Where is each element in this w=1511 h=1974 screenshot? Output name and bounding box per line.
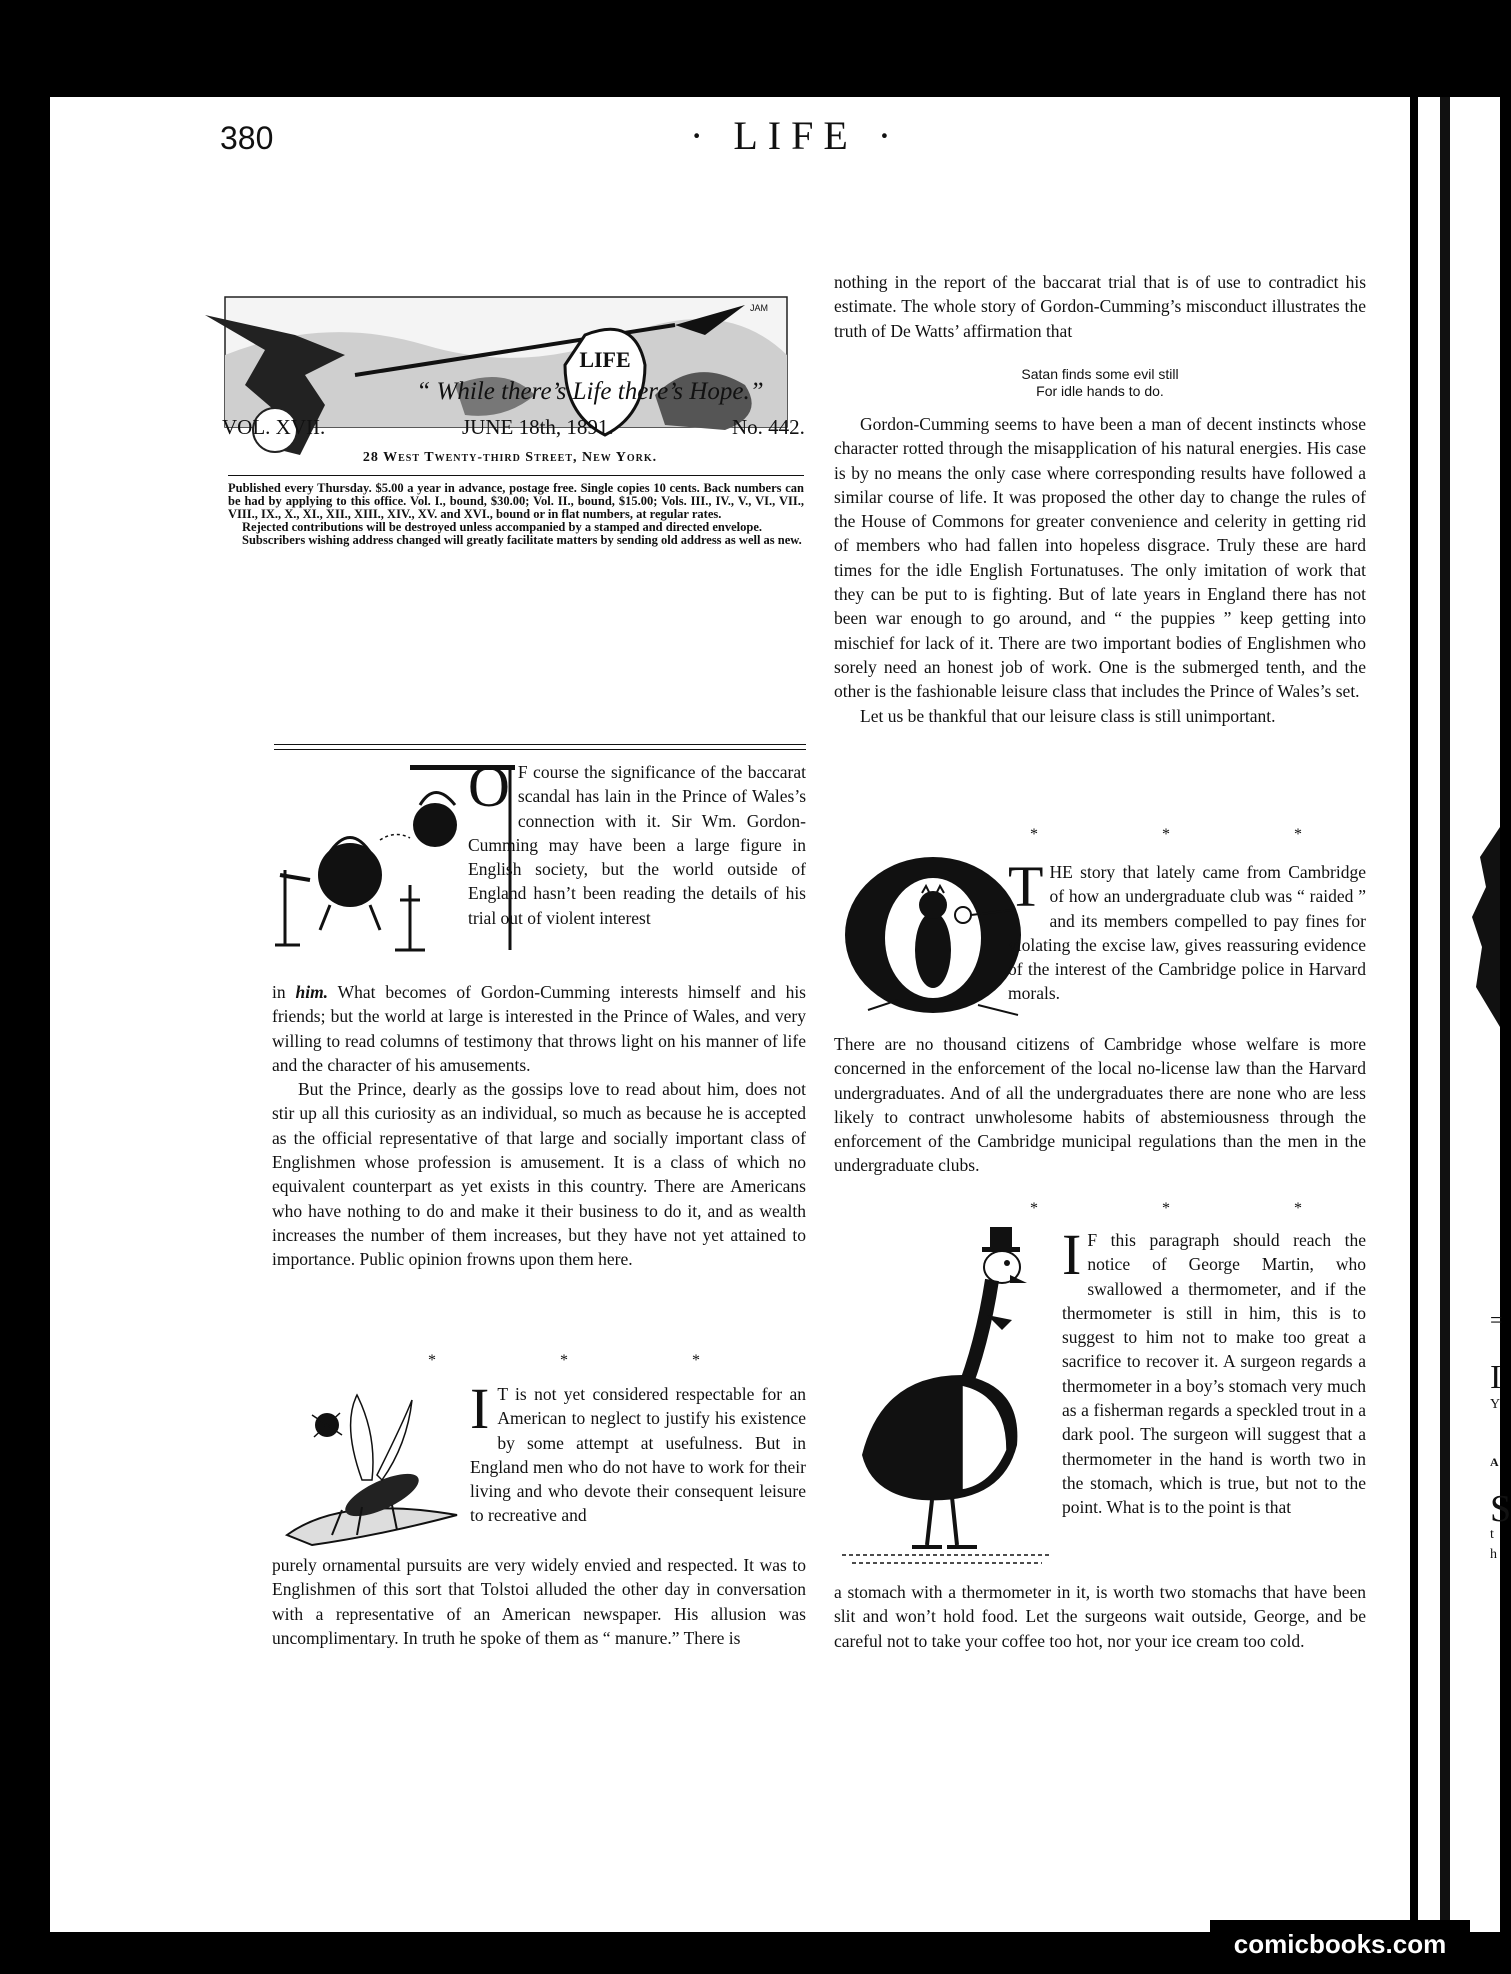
article-text: F course the significance of the baccarat scandal has lain in the Prince of Wales’s connection with it. Sir Wm. Gordon-Cumming may have been a large figure in English society, but the world outside of England hasn’t been reading the details of his trial out of violent interest <box>468 762 806 928</box>
article-text: a stomach with a thermometer in it, is worth two stomachs that have been slit and won’t hold food. Let the surgeons wait outside, George, and be careful not to take your coffee too hot, nor your ice cream too cold. <box>834 1582 1366 1651</box>
article-continuation <box>834 270 1366 343</box>
article-text: T is not yet considered respectable for an American to neglect to justify his existence by some attempt at usefulness. But in England men who do not have to work for their living and who devote their consequent leisure to recreative and <box>470 1384 806 1526</box>
edge-fragment: h <box>1490 1547 1497 1562</box>
article-thermometer-wrapped <box>1062 1222 1366 1520</box>
article-baccarat-wrapped <box>468 754 806 930</box>
masthead-motto: “ While there’s Life there’s Hope.” <box>416 378 764 405</box>
article-text: purely ornamental pursuits are very widely envied and respected. It was to Englishmen of this sort that Tolstoi alluded the other day in conversation with a representative of an American newspaper. His allusion was uncomplimentary. In truth he spoke of them as “ manure.” There is <box>272 1555 806 1648</box>
article-text: Let us be thankful that our leisure class is still unimportant. <box>860 705 1276 726</box>
edge-fragment: = <box>1490 1307 1503 1332</box>
quoted-verse <box>834 366 1366 400</box>
article-gordon-cumming <box>834 412 1366 728</box>
publication-notice-text: Rejected contributions will be destroyed unless accompanied by a stamped and directed envelope. <box>242 520 763 534</box>
edge-fragment: S <box>1490 1488 1511 1530</box>
article-text: But the Prince, dearly as the gossips love to read about him, does not stir up all this curiosity as an individual, so much as because he is accepted as the official representative of that large and socially important class of Englishmen whose profession is amusement. It is a class of which no equivalent counterpart as yet exists in this country. There are Americans who have nothing to do and make it their business to do it, and as wealth increases the number of them increases, but they have not yet attained to importance. Public opinion frowns upon them here. <box>272 1079 806 1270</box>
publisher-address: 28 West Twenty-third Street, New York. <box>362 450 658 465</box>
publication-notice-text: Published every Thursday. $5.00 a year in advance, postage free. Single copies 10 cents. Back numbers can be had by applying to this office. Vol. I., bound, $30.00; Vol. II., bound, $15.00; Vols. III., IV., V., VI., VII., VIII., IX., X., XI., XII., XIII., XIV., XV. and XVI., bound or in flat numbers, at regular rates. <box>228 481 804 521</box>
section-separator: * * * <box>1030 826 1362 843</box>
page-number: 380 <box>220 120 274 156</box>
article-cambridge-wrapped <box>1008 854 1366 1006</box>
edge-fragment: t <box>1490 1527 1494 1542</box>
article-cambridge-body <box>834 1032 1366 1178</box>
emphasized-word: him. <box>295 982 329 1002</box>
edge-fragment: Y <box>1490 1397 1501 1412</box>
section-separator: * * * <box>428 1352 760 1369</box>
goose-with-top-hat-illustration <box>842 1225 1057 1570</box>
issue-date: JUNE 18th, 1891. <box>462 415 614 439</box>
article-respectable-wrapped <box>470 1376 806 1528</box>
verse-line: Satan finds some evil still <box>1021 366 1179 382</box>
edge-fragment: I <box>1490 1359 1502 1396</box>
partial-illustration <box>1470 827 1500 1027</box>
article-text: F this paragraph should reach the notice of George Martin, who swallowed a thermometer, and if the thermometer is still in him, this is to suggest to him not to make too great a sacrifice to recover it. A surgeon regards a thermometer in a boy’s stomach very much as a fisherman regards a speckled trout in a dark pool. The surgeon will suggest that a thermometer in the hand is worth two in the stomach, which is true, but not to the point. What is to the point is that <box>1062 1230 1366 1518</box>
wasp-illustration <box>282 1385 462 1555</box>
section-separator: * * * <box>1030 1200 1362 1217</box>
drop-cap: I <box>1062 1222 1082 1287</box>
banner-signature: JAM <box>750 303 768 313</box>
publication-notice <box>228 482 804 547</box>
drop-cap: O <box>468 754 510 819</box>
article-text: in <box>272 982 296 1002</box>
volume-number: VOL. XVII. <box>222 415 326 439</box>
article-thermometer-body <box>834 1580 1366 1653</box>
verse-line: For idle hands to do. <box>1036 383 1164 399</box>
publication-notice-text: Subscribers wishing address changed will greatly facilitate matters by sending old address as well as new. <box>242 533 802 547</box>
header-divider <box>228 475 804 476</box>
article-baccarat-body <box>272 980 806 1272</box>
section-divider <box>274 744 806 745</box>
adjacent-page-edge <box>1418 97 1511 1932</box>
article-text: What becomes of Gordon-Cumming interests himself and his friends; but the world at large is interested in the Prince of Wales, and very willing to read columns of testimony that throws light on his manner of life and the character of his amusements. <box>272 982 806 1075</box>
article-text: nothing in the report of the baccarat trial that is of use to contradict his estimate. The whole story of Gordon-Cumming’s misconduct illustrates the truth of De Watts’ affirmation that <box>834 272 1366 341</box>
drop-cap: T <box>1008 854 1044 919</box>
source-watermark: comicbooks.com <box>1210 1920 1470 1968</box>
article-text: HE story that lately came from Cambridge of how an undergraduate club was “ raided ” and its members compelled to pay fines for violating the excise law, gives reassuring evidence of the interest of the Cambridge police in Harvard morals. <box>1008 862 1366 1004</box>
banner-shield-lettering: LIFE <box>579 347 631 372</box>
masthead-title: · LIFE · <box>690 113 902 158</box>
article-respectable-body <box>272 1553 806 1650</box>
drop-cap: I <box>470 1376 490 1441</box>
article-text: Gordon-Cumming seems to have been a man of decent instincts whose character rotted through the misapplication of his natural energies. His case is by no means the only case where corresponding results have followed a similar course of life. It was proposed the other day to change the rules of the House of Commons for greater convenience and celerity in getting rid of members who had fallen into hopeless disgrace. Truly these are hard times for the idle English Fortunatuses. The only imitation of work that they can be put to is fighting. But of late years in England there has not been war enough to go around, and “ the puppies ” keep getting into mischief for lack of it. There are two important bodies of Englishmen who sorely need an honest job of work. One is the submerged tenth, and the other is the fashionable leisure class that includes the Prince of Wales’s set. <box>834 414 1366 702</box>
issue-number: No. 442. <box>732 415 805 439</box>
page-gutter-shadow <box>1440 97 1450 1932</box>
article-text: There are no thousand citizens of Cambridge whose welfare is more concerned in the enforcement of the local no-license law than the Harvard undergraduates. And of all the undergraduates there are none who are less likely to contract unwholesome habits of abstemiousness through the enforcement of the Cambridge municipal regulations than the men in the undergraduate clubs. <box>834 1034 1366 1176</box>
section-divider <box>274 749 806 750</box>
edge-fragment: A <box>1490 1455 1499 1469</box>
